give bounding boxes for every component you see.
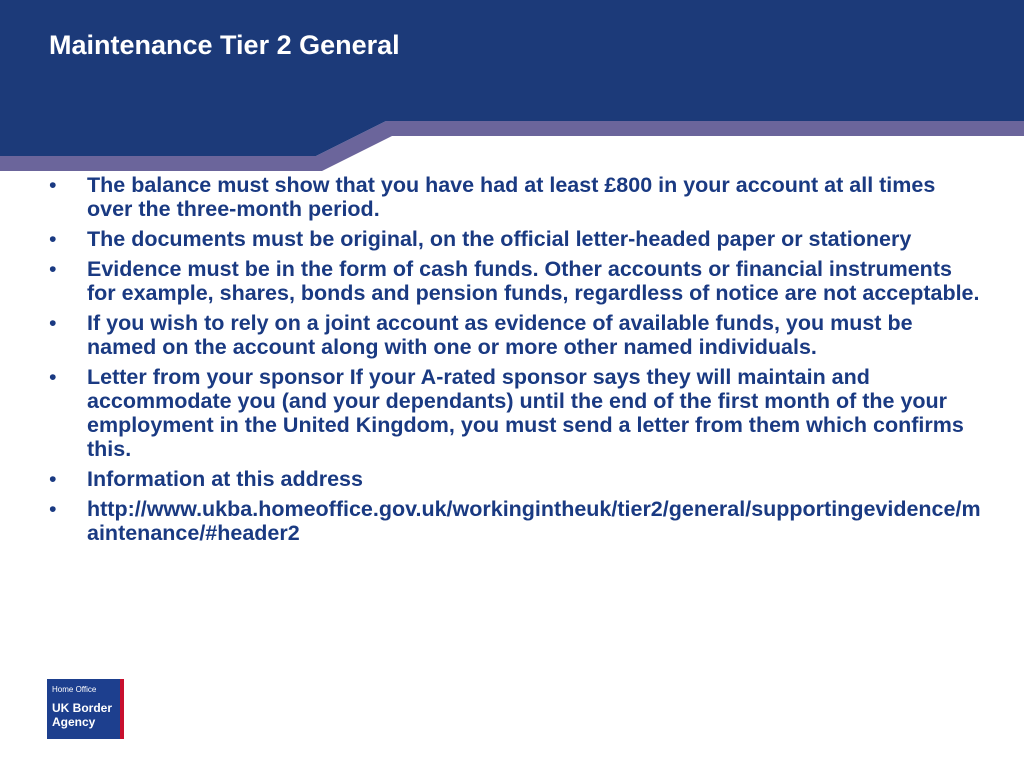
bullet-item-joint-account bbox=[46, 311, 986, 359]
bullet-marker: • bbox=[49, 467, 57, 491]
bullet-item-documents bbox=[46, 227, 986, 251]
bullet-marker: • bbox=[49, 365, 57, 389]
url-link[interactable]: http://www.ukba.homeoffice.gov.uk/workingintheuk/tier2/general/supportingevidence/maintenance/#header2 bbox=[87, 497, 981, 545]
bullet-item-information bbox=[46, 467, 986, 491]
bullet-list bbox=[46, 173, 986, 551]
bullet-text: Information at this address bbox=[87, 467, 363, 491]
bullet-marker: • bbox=[49, 497, 57, 521]
bullet-text: The balance must show that you have had at least £800 in your account at all times over the three-month period. bbox=[87, 173, 936, 221]
bullet-item-balance bbox=[46, 173, 986, 221]
logo-agency-name: UK Border Agency bbox=[52, 701, 113, 729]
bullet-item-cash-funds bbox=[46, 257, 986, 305]
logo-home-office-text: Home Office bbox=[52, 685, 97, 694]
bullet-marker: • bbox=[49, 311, 57, 335]
bullet-marker: • bbox=[49, 227, 57, 251]
bullet-marker: • bbox=[49, 173, 57, 197]
bullet-item-url[interactable] bbox=[46, 497, 986, 545]
bullet-text: Letter from your sponsor If your A-rated sponsor says they will maintain and accommodate you (and your dependants) until the end of the first month of the your employment in the United Kingdom, you must send a letter from them which confirms this. bbox=[87, 365, 964, 461]
header-band bbox=[0, 0, 1024, 175]
bullet-item-sponsor-letter bbox=[46, 365, 986, 461]
slide-title: Maintenance Tier 2 General bbox=[49, 30, 400, 60]
uk-border-agency-logo bbox=[47, 679, 124, 739]
logo-red-stripe bbox=[120, 679, 124, 739]
bullet-text: If you wish to rely on a joint account as evidence of available funds, you must be named on the account along with one or more other named individuals. bbox=[87, 311, 913, 359]
bullet-text: The documents must be original, on the official letter-headed paper or stationery bbox=[87, 227, 912, 251]
bullet-text: Evidence must be in the form of cash funds. Other accounts or financial instruments for example, shares, bonds and pension funds, regardless of notice are not acceptable. bbox=[87, 257, 980, 305]
bullet-marker: • bbox=[49, 257, 57, 281]
